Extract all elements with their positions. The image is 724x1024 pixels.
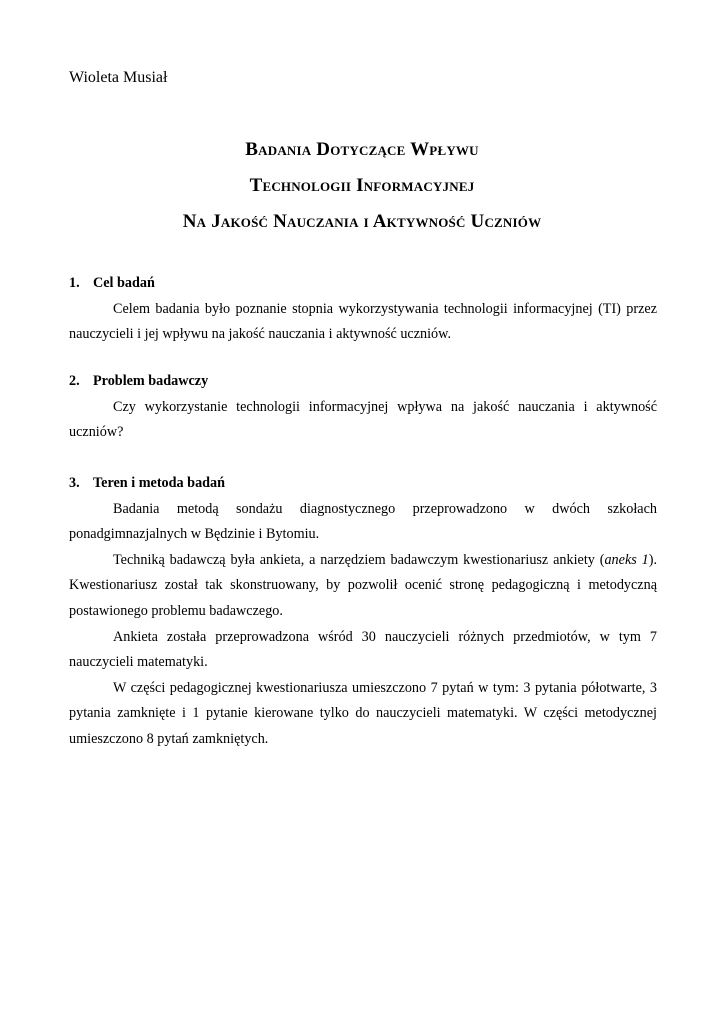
- author-name: Wioleta Musiał: [69, 69, 168, 86]
- section-title: Cel badań: [93, 275, 155, 291]
- section-heading: [69, 369, 657, 395]
- section-heading: [69, 471, 657, 497]
- section-title: Problem badawczy: [93, 373, 209, 389]
- section-number: 1.: [69, 275, 80, 291]
- paragraph: Celem badania było poznanie stopnia wykorzystywania technologii informacyjnej (TI) przez nauczycieli i jej wpływu na jakość nauczania i aktywność uczniów.: [69, 300, 657, 343]
- title-line-3: Na Jakość Nauczania i Aktywność Uczniów: [182, 211, 542, 232]
- section-number: 3.: [69, 475, 80, 491]
- section-title: Teren i metoda badań: [93, 475, 226, 491]
- paragraph: Ankieta została przeprowadzona wśród 30 nauczycieli różnych przedmiotów, w tym 7 nauczycieli matematyki.: [69, 628, 657, 671]
- paragraph: W części pedagogicznej kwestionariusza umieszczono 7 pytań w tym: 3 pytania półotwarte, 3 pytania zamknięte i 1 pytanie kierowane tylko do nauczycieli matematyki. W części metodycznej umieszczono 8 pytań zamkniętych.: [69, 679, 657, 747]
- paragraph-technique: [69, 548, 657, 625]
- section-problem: [69, 369, 657, 446]
- section-area-method: [69, 471, 657, 753]
- paragraph: Czy wykorzystanie technologii informacyjnej wpływa na jakość nauczania i aktywność uczniów?: [69, 398, 657, 441]
- section-number: 2.: [69, 373, 80, 389]
- section-heading: [69, 271, 657, 297]
- title-line-1: Badania Dotyczące Wpływu: [245, 139, 479, 160]
- annex-reference: aneks 1: [604, 551, 649, 568]
- technique-text-before: Techniką badawczą była ankieta, a narzędziem badawczym kwestionariusz ankiety (: [113, 551, 605, 568]
- title-line-2: Technologii Informacyjnej: [249, 175, 475, 196]
- technique-text-after: ). Kwestionariusz został tak skonstruowany, by pozwolił ocenić stronę pedagogiczną i metodyczną postawionego problemu badawczego.: [69, 551, 657, 619]
- paragraph: Badania metodą sondażu diagnostycznego przeprowadzono w dwóch szkołach ponadgimnazjalnych w Będzinie i Bytomiu.: [69, 500, 657, 543]
- section-goal: [69, 271, 657, 348]
